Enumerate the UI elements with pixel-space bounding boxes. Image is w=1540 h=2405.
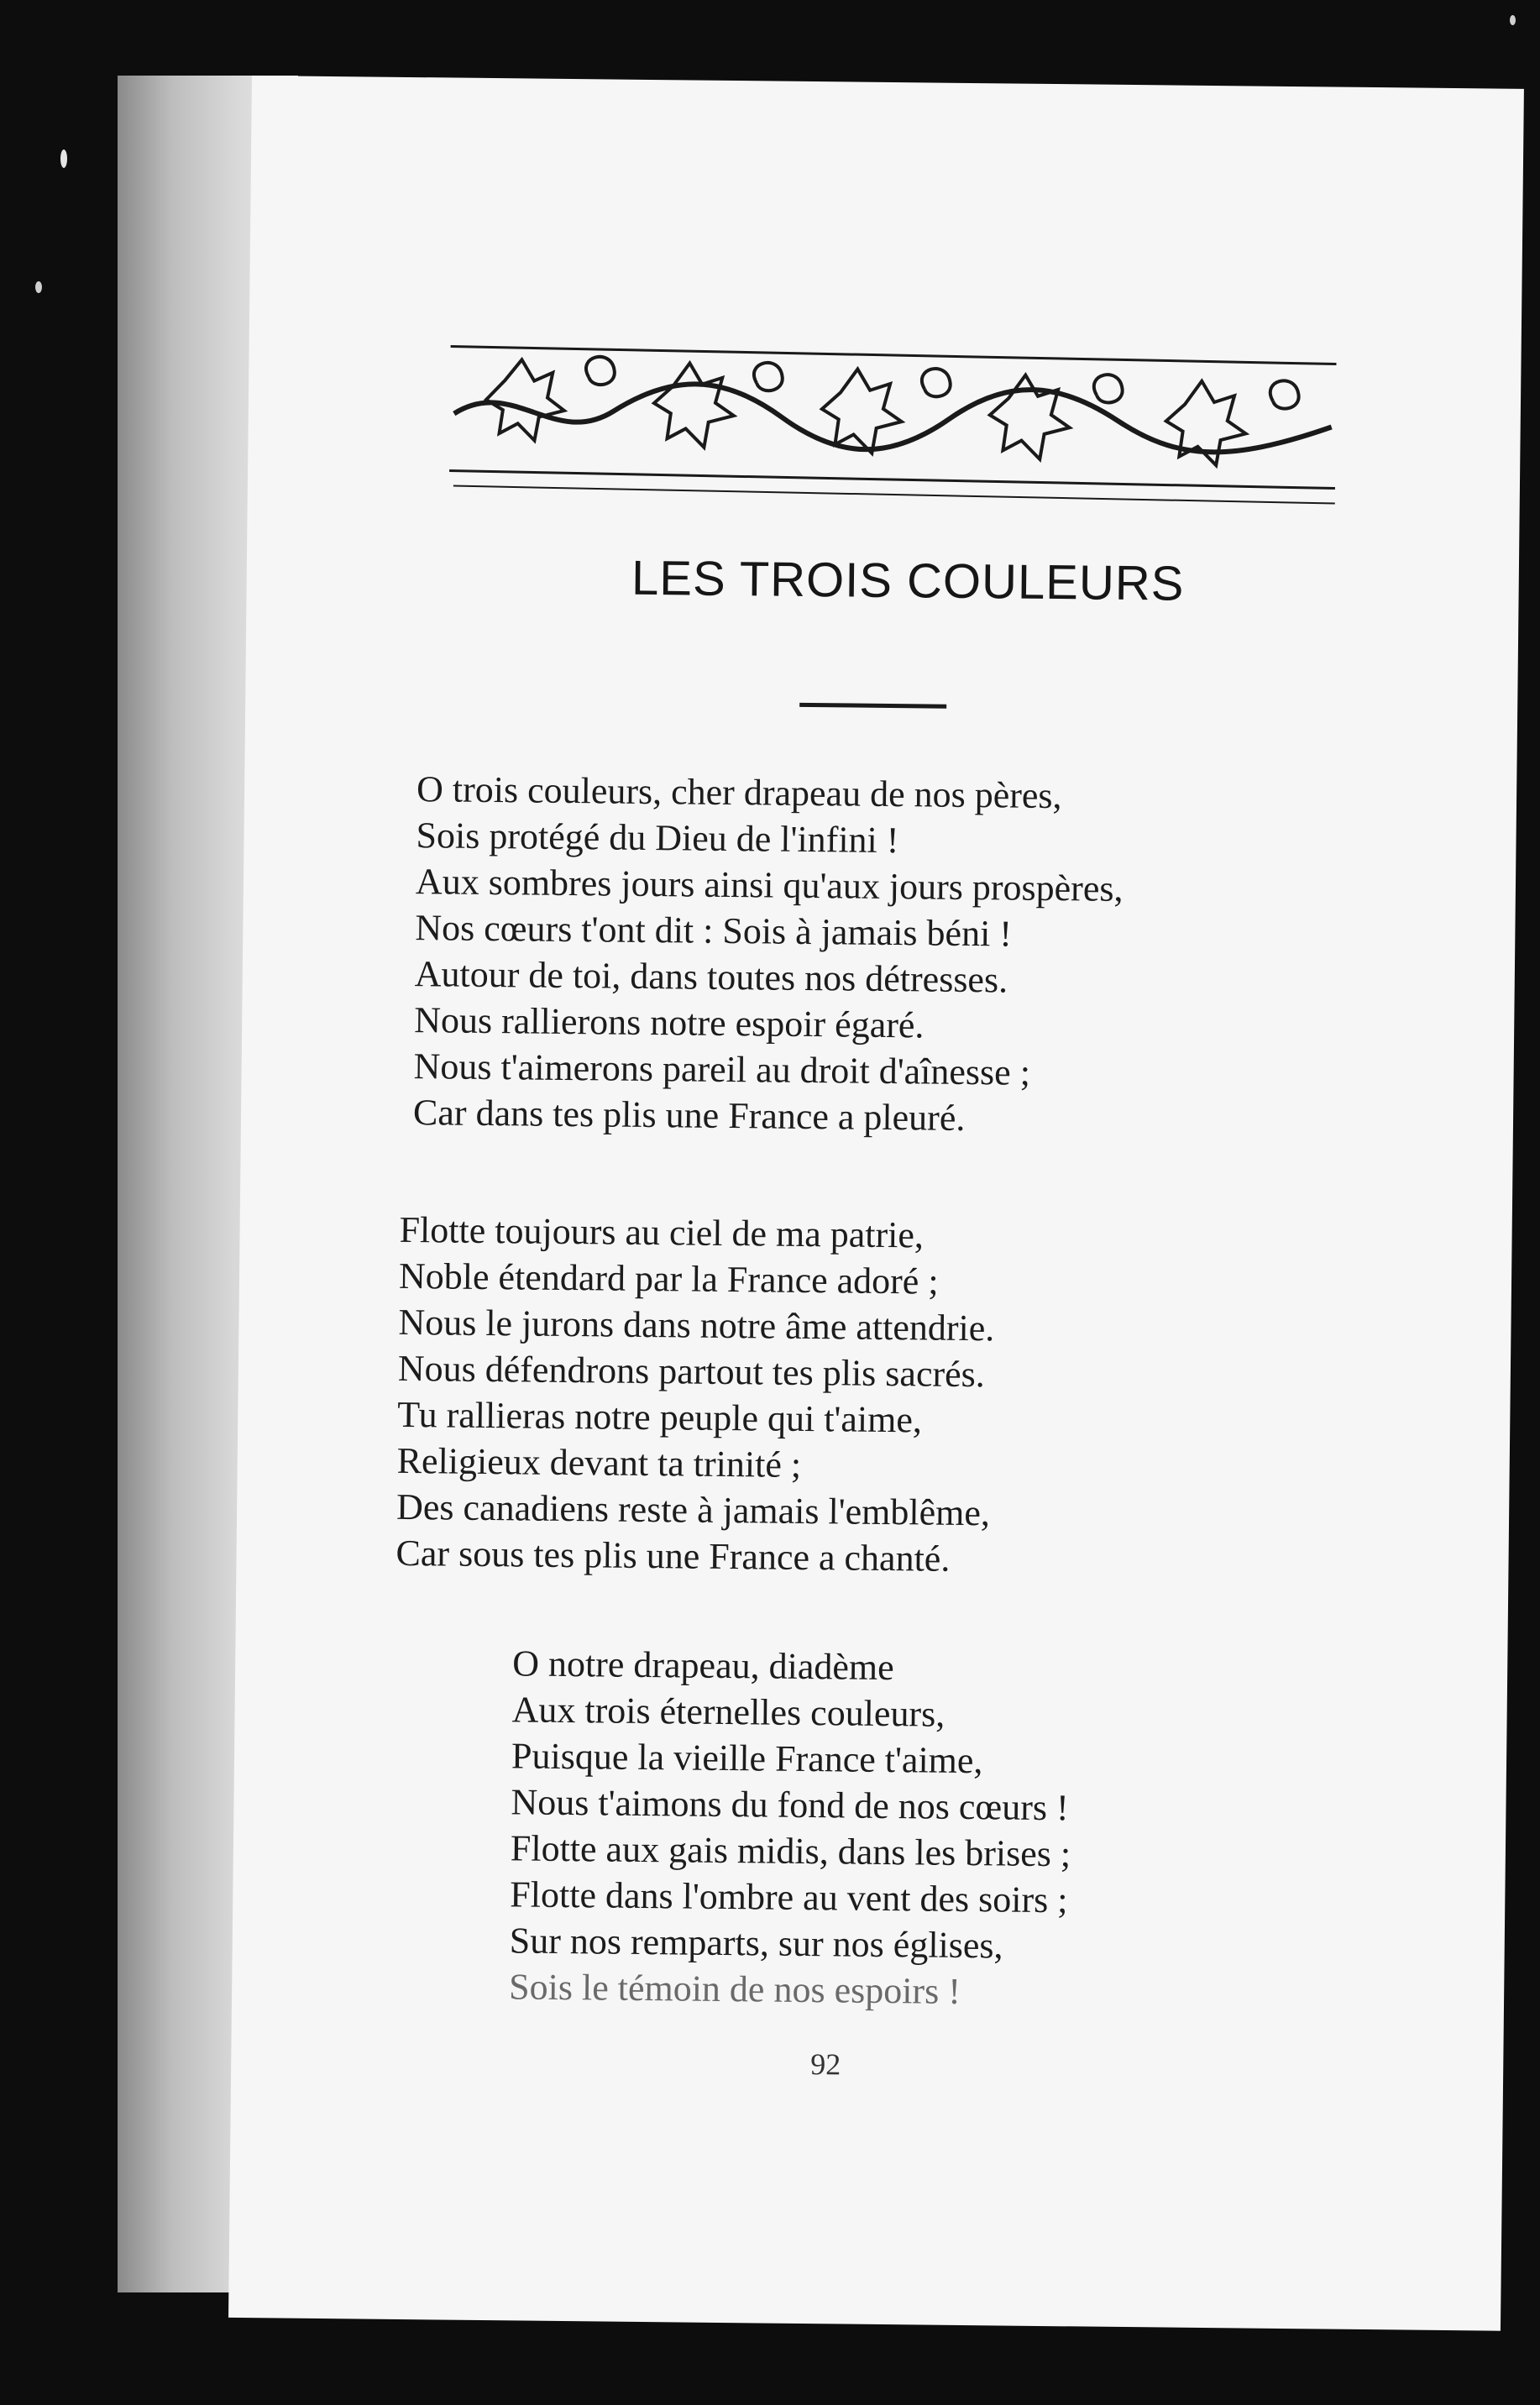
verse-line: Flotte dans l'ombre au vent des soirs ; — [510, 1873, 1068, 1921]
verse-line: Nous t'aimerons pareil au droit d'aînesse ; — [413, 1045, 1031, 1093]
verse-line: Nous le jurons dans notre âme attendrie. — [398, 1301, 995, 1349]
verse-line: Noble étendard par la France adoré ; — [398, 1255, 939, 1302]
verse-line: Nous rallierons notre espoir égaré. — [413, 999, 925, 1046]
verse-line: Flotte aux gais midis, dans les brises ; — [510, 1827, 1071, 1875]
stanza-3 — [509, 1640, 1073, 2015]
verse-line: Car dans tes plis une France a pleuré. — [412, 1092, 966, 1139]
page-number: 92 — [810, 2047, 841, 2082]
dust-speck — [60, 149, 67, 168]
dust-speck — [1510, 15, 1516, 25]
poem-title: LES TROIS COULEURS — [631, 550, 1185, 611]
title-rule — [799, 703, 946, 709]
verse-line: Nous défendrons partout tes plis sacrés. — [397, 1347, 986, 1396]
book-page — [228, 76, 1524, 2331]
verse-line: O trois couleurs, cher drapeau de nos pères, — [416, 768, 1062, 817]
verse-line: Aux trois éternelles couleurs, — [511, 1689, 945, 1735]
verse-line: Tu rallieras notre peuple qui t'aime, — [397, 1393, 923, 1441]
verse-line: Car sous tes plis une France a chanté. — [395, 1532, 951, 1580]
verse-line: Nos cœurs t'ont dit : Sois à jamais béni ! — [415, 907, 1013, 955]
verse-line: Religieux devant ta trinité ; — [396, 1439, 802, 1485]
verse-line: Sois le témoin de nos espoirs ! — [508, 1966, 961, 2012]
verse-line: Puisque la vieille France t'aime, — [511, 1735, 983, 1782]
verse-line: Sois protégé du Dieu de l'infini ! — [416, 815, 899, 862]
verse-line: Aux sombres jours ainsi qu'aux jours prospères, — [415, 861, 1124, 909]
verse-line: Flotte toujours au ciel de ma patrie, — [399, 1208, 925, 1256]
verse-line: Des canadiens reste à jamais l'emblême, — [395, 1485, 991, 1534]
dust-speck — [35, 281, 42, 293]
verse-line: O notre drapeau, diadème — [511, 1643, 894, 1689]
verse-line: Nous t'aimons du fond de nos cœurs ! — [511, 1781, 1069, 1829]
vine-leaf-ornament — [445, 329, 1341, 515]
verse-line: Autour de toi, dans toutes nos détresses. — [414, 953, 1008, 1001]
stanza-2 — [395, 1207, 995, 1582]
stanza-1 — [413, 766, 1124, 1143]
verse-line: Sur nos remparts, sur nos églises, — [509, 1920, 1003, 1967]
